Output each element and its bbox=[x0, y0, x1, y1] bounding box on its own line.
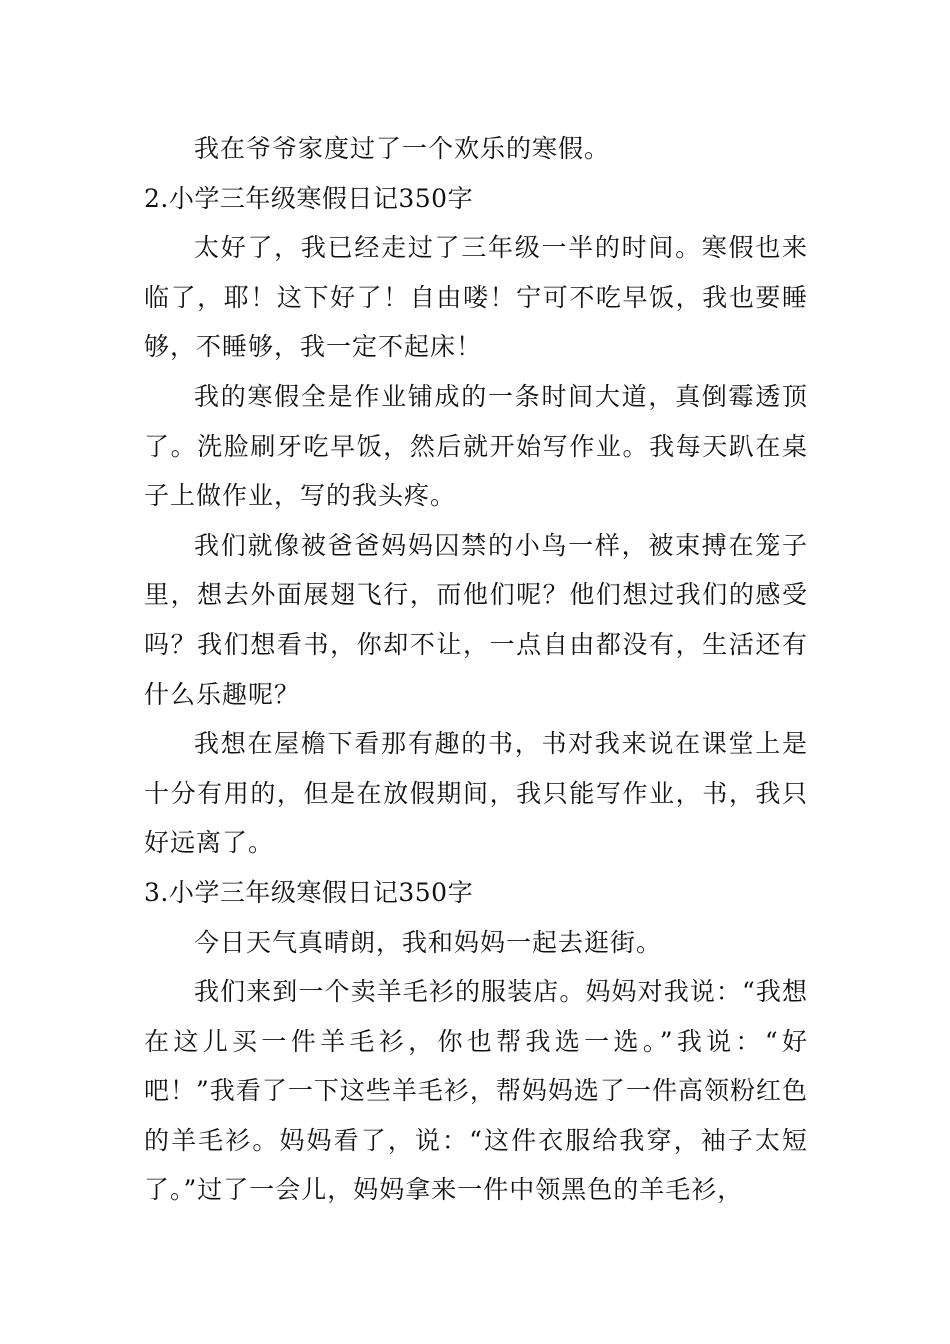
paragraph-6: 今日天气真晴朗，我和妈妈一起去逛街。 bbox=[194, 927, 663, 957]
paragraph-4: 我们就像被爸爸妈妈囚禁的小鸟一样，被束搏在笼子里，想去外面展翅飞行，而他们呢？他们想过我们的感受吗？我们想看书，你却不让，一点自由都没有，生活还有什么乐趣呢？ bbox=[144, 530, 808, 709]
paragraph-2: 太好了，我已经走过了三年级一半的时间。寒假也来临了，耶！这下好了！自由喽！宁可不吃早饭，我也要睡够，不睡够，我一定不起床！ bbox=[144, 233, 808, 362]
paragraph-7: 我们来到一个卖羊毛衫的服装店。妈妈对我说：“我想在这儿买一件羊毛衫，你也帮我选一选。”我说：“好吧！”我看了一下这些羊毛衫，帮妈妈选了一件高领粉红色的羊毛衫。妈妈看了，说：“这件衣服给我穿，袖子太短了。”过了一会儿，妈妈拿来一件中领黑色的羊毛衫， bbox=[144, 977, 808, 1205]
document-body bbox=[144, 124, 808, 1215]
paragraph-5: 我想在屋檐下看那有趣的书，书对我来说在课堂上是十分有用的，但是在放假期间，我只能写作业，书，我只好远离了。 bbox=[144, 729, 808, 858]
section-heading-3: 3.小学三年级寒假日记350字 bbox=[144, 877, 474, 907]
paragraph-3: 我的寒假全是作业铺成的一条时间大道，真倒霉透顶了。洗脸刷牙吃早饭，然后就开始写作业。我每天趴在桌子上做作业，写的我头疼。 bbox=[144, 381, 808, 511]
section-heading-2: 2.小学三年级寒假日记350字 bbox=[144, 183, 474, 213]
paragraph-1: 我在爷爷家度过了一个欢乐的寒假。 bbox=[194, 134, 611, 163]
